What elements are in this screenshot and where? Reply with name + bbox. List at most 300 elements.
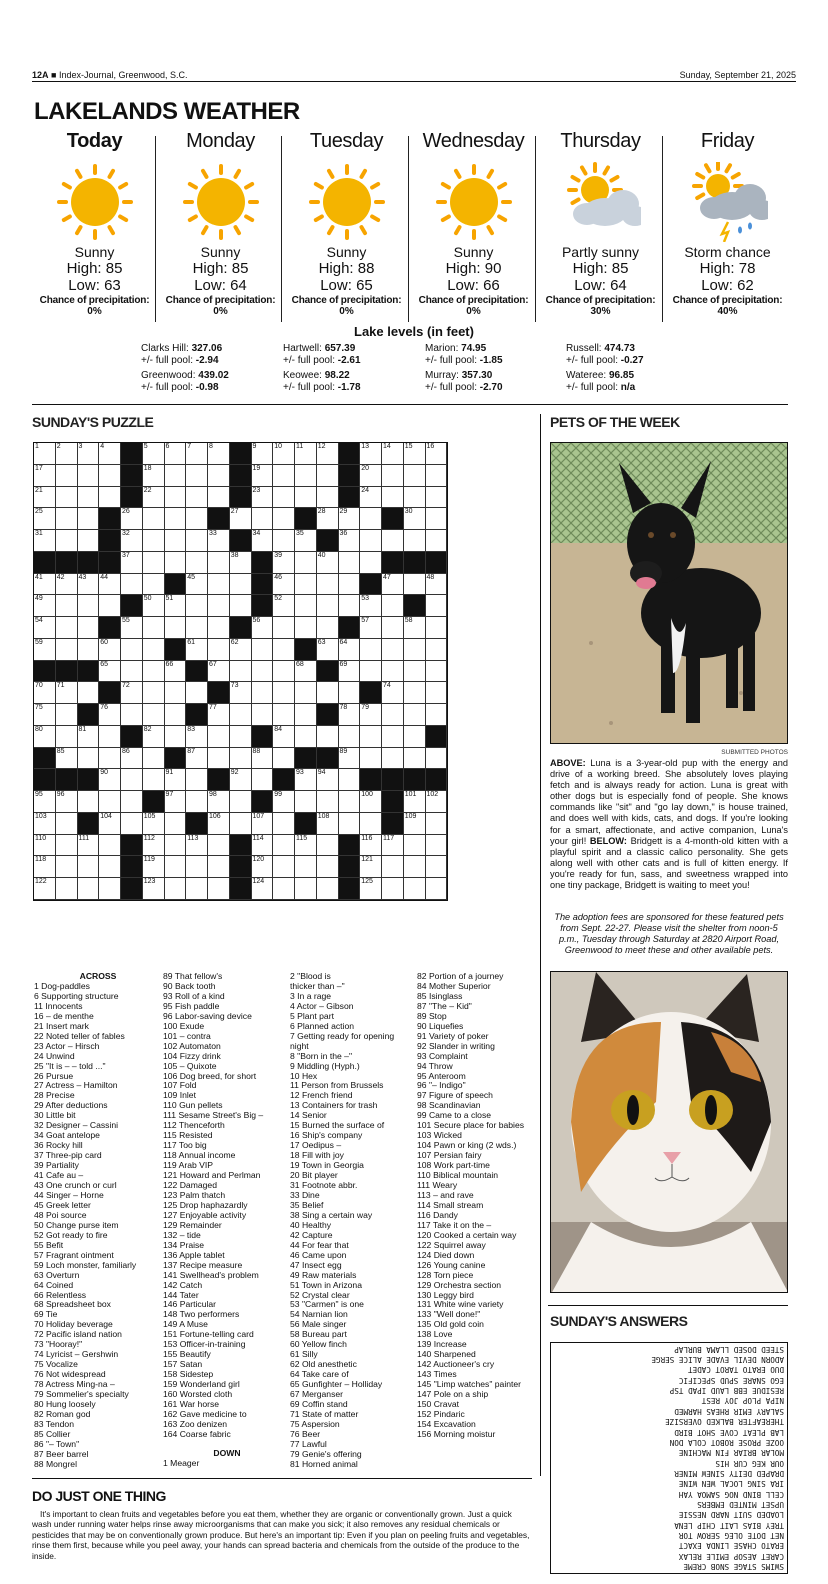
clue-number: 18 (143, 464, 152, 472)
lake-level: 74.95 (461, 343, 487, 354)
grid-cell (165, 552, 187, 574)
black-square (382, 813, 404, 835)
clue-number: 59 (35, 638, 43, 646)
grid-cell (404, 465, 426, 487)
precip-label: Chance of precipitation: (39, 295, 150, 306)
clue: 88 Mongrel (34, 1458, 77, 1469)
clue-number: 13 (361, 443, 370, 450)
clue: 85 Isinglass (417, 990, 463, 1001)
sun-icon (283, 162, 410, 242)
grid-cell (339, 639, 361, 661)
grid-cell (78, 443, 100, 465)
grid-cell (99, 465, 121, 487)
clue: 84 Mother Superior (417, 980, 491, 991)
clue: 126 Young canine (417, 1259, 486, 1270)
grid-cell (360, 443, 382, 465)
clue-number: 17 (35, 464, 43, 472)
clue-number: 92 (230, 769, 239, 777)
clue: 115 Resisted (163, 1130, 213, 1141)
clue: 134 Praise (163, 1239, 205, 1250)
black-square (99, 552, 121, 574)
grid-cell (230, 574, 252, 596)
grid-cell (360, 617, 382, 639)
clue: 82 Portion of a journey (417, 971, 504, 981)
clue-number: 76 (100, 704, 109, 711)
clue: 86 "– Town" (34, 1438, 80, 1449)
clue: 77 Lawful (290, 1438, 327, 1449)
grid-cell (426, 791, 448, 813)
grid-cell (78, 748, 100, 770)
precip-value: 40% (717, 306, 738, 317)
clue-number: 29 (339, 508, 348, 516)
black-square (273, 769, 295, 791)
clue: 61 Silly (290, 1349, 318, 1360)
clue-number: 114 (252, 834, 264, 842)
grid-cell (230, 552, 252, 574)
clue-number: 83 (187, 725, 196, 733)
clue: 164 Coarse fabric (163, 1428, 231, 1439)
clue: 147 Pole on a ship (417, 1389, 489, 1400)
pool-value: -2.94 (195, 355, 219, 366)
grid-cell (273, 552, 295, 574)
grid-cell (426, 443, 448, 465)
clue: 160 Worsted cloth (163, 1389, 233, 1400)
clue-number: 24 (361, 486, 370, 494)
clue-number: 34 (252, 530, 261, 537)
clue: 90 Liquefies (417, 1020, 464, 1031)
grid-cell (34, 813, 56, 835)
clue: 74 Lyricist – Gershwin (34, 1349, 119, 1360)
grid-cell (165, 813, 187, 835)
clue: 70 Holiday beverage (34, 1319, 113, 1330)
lake-entry (283, 343, 361, 367)
answer-row: LOADED SUIT NARD NESSIE (678, 1510, 784, 1520)
grid-cell (143, 856, 165, 878)
clue: 32 Designer – Cassini (34, 1120, 119, 1131)
grid-cell (165, 487, 187, 509)
clue: 120 Cooked a certain way (417, 1229, 517, 1240)
black-square (317, 704, 339, 726)
grid-cell (252, 813, 274, 835)
clue: 7 Getting ready for opening (290, 1030, 395, 1041)
clue: 19 Town in Georgia (290, 1160, 364, 1171)
clue: 57 Fragrant ointment (34, 1249, 114, 1260)
grid-cell (34, 791, 56, 813)
grid-cell (230, 639, 252, 661)
grid-cell (143, 639, 165, 661)
grid-cell (360, 856, 382, 878)
grid-cell (78, 595, 100, 617)
day-name: Friday (700, 130, 755, 152)
clue: 69 Tie (34, 1309, 58, 1320)
grid-cell (56, 835, 78, 857)
grid-cell (252, 682, 274, 704)
grid-cell (360, 487, 382, 509)
clue: 64 Take care of (290, 1369, 349, 1380)
clue: 53 "Carmen" is one (290, 1299, 364, 1310)
clue: 6 Supporting structure (34, 990, 119, 1001)
clue-number: 38 (230, 551, 239, 559)
grid-cell (34, 487, 56, 509)
lake-level: 474.73 (604, 343, 635, 354)
grid-cell (426, 835, 448, 857)
day-name: Monday (186, 130, 255, 152)
black-square (78, 813, 100, 835)
grid-cell (426, 487, 448, 509)
grid-cell (186, 465, 208, 487)
pool-label: +/- full pool: (283, 382, 335, 393)
clue-number: 72 (122, 682, 130, 690)
clue: 146 Particular (163, 1299, 217, 1310)
grid-cell (121, 791, 143, 813)
day-condition: Sunny (74, 244, 115, 260)
grid-cell (382, 835, 404, 857)
grid-cell (339, 769, 361, 791)
clue: 96 "– Indigo" (417, 1080, 466, 1091)
across-clues (34, 972, 162, 1470)
grid-cell (78, 835, 100, 857)
grid-cell (165, 617, 187, 639)
black-square (252, 595, 274, 617)
black-square (382, 791, 404, 813)
clue: 96 Labor-saving device (163, 1010, 252, 1021)
pool-label: +/- full pool: (566, 355, 618, 366)
clue-number: 15 (404, 443, 413, 450)
clue: 9 Middling (Hyph.) (290, 1060, 360, 1071)
clue: 36 Rocky hill (34, 1140, 83, 1151)
lake-level: 98.22 (324, 370, 350, 381)
grid-cell (273, 443, 295, 465)
grid-cell (78, 856, 100, 878)
grid-cell (360, 508, 382, 530)
answer-row: CARET AESOP EMILE RELAX (678, 1551, 784, 1561)
grid-cell (143, 465, 165, 487)
grid-cell (295, 617, 317, 639)
grid-cell (99, 574, 121, 596)
clue-number: 8 (209, 443, 213, 450)
black-square (252, 791, 274, 813)
grid-cell (186, 835, 208, 857)
clue: 163 Zoo denizen (163, 1418, 228, 1429)
day-low: Low: 62 (701, 277, 754, 294)
day-name: Tuesday (309, 130, 384, 152)
clue: 80 Hung loosely (34, 1398, 96, 1409)
grid-cell (317, 682, 339, 704)
grid-cell (252, 530, 274, 552)
grid-cell (382, 443, 404, 465)
grid-cell (143, 487, 165, 509)
black-square (121, 878, 143, 900)
grid-cell (273, 530, 295, 552)
black-square (230, 443, 252, 465)
clue: 95 Fish paddle (163, 1000, 220, 1011)
grid-cell (339, 791, 361, 813)
clue: 73 "Hooray!" (34, 1339, 83, 1350)
clue-number: 68 (296, 660, 304, 668)
clue: 112 Thenceforth (163, 1120, 225, 1131)
clue: 106 Dog breed, for short (163, 1070, 257, 1081)
answer-row: DRAPED DEITY SINEW MINER (674, 1468, 784, 1478)
grid-cell (252, 661, 274, 683)
grid-cell (78, 508, 100, 530)
clue-number: 106 (209, 812, 221, 820)
black-square (230, 487, 252, 509)
pool-value: -0.98 (195, 382, 219, 393)
do-just-one-text: It's important to clean fruits and vegetables before you eat them, whether they are organic or conventionally grown. Just a quick wash under running water helps rinse away microorganisms that can make you sick; it also removes any residual chemicals or pesticides that may be on conventionally grown produce. But here's an important tip: Even if you plan on peeling fruits and vegetables, rinse them first, because while you peel away, your hands can spread bacteria and chemicals from the outside of the produce to the inside. (32, 1509, 530, 1561)
grid-cell (165, 530, 187, 552)
clue: 129 Orchestra section (417, 1279, 502, 1290)
clue: 45 Greek letter (34, 1199, 91, 1210)
clue-number: 22 (143, 486, 152, 494)
across-heading: ACROSS (79, 971, 117, 981)
clue-number: 112 (143, 834, 155, 842)
grid-cell (56, 508, 78, 530)
grid-cell (339, 661, 361, 683)
grid-cell (360, 552, 382, 574)
clue: 151 Fortune-telling card (163, 1329, 254, 1340)
clue: 101 Secure place for babies (417, 1120, 525, 1131)
clue: 162 Gave medicine to (163, 1408, 247, 1419)
grid-cell (56, 704, 78, 726)
pool-value: n/a (620, 382, 636, 393)
clue-number: 119 (143, 856, 155, 864)
clue: 142 Auctioneer's cry (417, 1359, 495, 1370)
day-high: High: 78 (699, 260, 756, 277)
clue: 157 Satan (163, 1359, 203, 1370)
grid-cell (165, 595, 187, 617)
clue: 66 Relentless (34, 1289, 87, 1300)
grid-cell (165, 682, 187, 704)
grid-cell (99, 769, 121, 791)
black-square (165, 748, 187, 770)
grid-cell (360, 748, 382, 770)
clue-number: 93 (296, 769, 304, 777)
grid-cell (404, 835, 426, 857)
down-clues-col3 (290, 972, 418, 1470)
grid-cell (186, 574, 208, 596)
clue: 148 Two performers (163, 1309, 240, 1320)
grid-cell (143, 661, 165, 683)
grid-cell (382, 487, 404, 509)
clue-number: 47 (383, 573, 391, 581)
black-square (121, 443, 143, 465)
clue-number: 101 (404, 791, 417, 798)
clue-number: 35 (296, 530, 304, 537)
sun-icon (410, 162, 537, 242)
day-condition: Sunny (453, 244, 494, 260)
clue-number: 88 (252, 747, 261, 755)
grid-cell (99, 835, 121, 857)
clue-number: 118 (35, 856, 47, 864)
grid-cell (34, 574, 56, 596)
lake-name: Murray: (425, 370, 459, 381)
grid-cell (295, 487, 317, 509)
clue-number: 80 (35, 725, 43, 733)
grid-cell (56, 465, 78, 487)
weather-title: LAKELANDS WEATHER (34, 98, 300, 125)
clue: 105 – Quixote (163, 1060, 217, 1071)
grid-cell (56, 856, 78, 878)
grid-cell (252, 487, 274, 509)
answer-row: OOZE PROSE ROBOT COLA DON (669, 1437, 784, 1447)
clue-number: 56 (252, 617, 261, 624)
clue: 144 Tater (163, 1289, 199, 1300)
clue-number: 108 (317, 812, 330, 820)
grid-cell (208, 726, 230, 748)
clue: 127 Enjoyable activity (163, 1209, 247, 1220)
answer-row: NET DOTE OLEG SEROW TOR (678, 1530, 784, 1540)
clue-number: 54 (35, 617, 43, 624)
clue-number: 69 (339, 660, 348, 668)
clue: 43 One crunch or curl (34, 1180, 117, 1191)
grid-cell (165, 769, 187, 791)
grid-cell (360, 726, 382, 748)
black-square (252, 552, 274, 574)
precip-label: Chance of precipitation: (291, 295, 402, 306)
grid-cell (121, 769, 143, 791)
clue-number: 55 (122, 617, 130, 624)
grid-cell (317, 552, 339, 574)
grid-cell (295, 530, 317, 552)
pool-label: +/- full pool: (425, 355, 477, 366)
black-square (78, 704, 100, 726)
grid-cell (317, 791, 339, 813)
grid-cell (143, 617, 165, 639)
black-square (426, 552, 448, 574)
grid-cell (186, 508, 208, 530)
black-square (34, 748, 56, 770)
answer-row: OUR KEG CUR HIS (715, 1458, 784, 1468)
clue: 5 Plant part (290, 1010, 334, 1021)
clue: 67 Merganser (290, 1389, 344, 1400)
grid-cell (143, 574, 165, 596)
grid-cell (165, 704, 187, 726)
grid-cell (121, 508, 143, 530)
clue-number: 60 (100, 638, 109, 646)
grid-cell (426, 530, 448, 552)
grid-cell (99, 661, 121, 683)
clue: 33 Dine (290, 1189, 320, 1200)
clue-number: 19 (252, 464, 261, 472)
grid-cell (208, 443, 230, 465)
grid-cell (317, 813, 339, 835)
grid-cell (121, 617, 143, 639)
clue-number: 110 (35, 834, 47, 842)
grid-cell (404, 487, 426, 509)
clue: 25 "It is – – told ..." (34, 1060, 106, 1071)
grid-cell (339, 595, 361, 617)
clue: 85 Collier (34, 1428, 71, 1439)
clue: 42 Capture (290, 1229, 333, 1240)
clue: 153 Officer-in-training (163, 1339, 246, 1350)
clue: 11 Innocents (34, 1000, 83, 1011)
clue: 35 Belief (290, 1199, 324, 1210)
clue-number: 95 (35, 791, 43, 798)
grid-cell (382, 726, 404, 748)
grid-cell (404, 443, 426, 465)
lake-name: Keowee: (283, 370, 322, 381)
clue-number: 37 (122, 551, 130, 559)
clue: 21 Insert mark (34, 1020, 89, 1031)
grid-cell (208, 878, 230, 900)
clue-number: 74 (383, 682, 391, 690)
grid-cell (208, 617, 230, 639)
grid-cell (56, 813, 78, 835)
clue: 141 Swellhead's problem (163, 1269, 259, 1280)
clue: 131 White wine variety (417, 1299, 504, 1310)
lake-level: 657.39 (324, 343, 356, 354)
grid-cell (230, 704, 252, 726)
clue: 76 Not widespread (34, 1369, 106, 1380)
grid-cell (426, 878, 448, 900)
grid-cell (186, 530, 208, 552)
grid-cell (34, 835, 56, 857)
precip-label: Chance of precipitation: (165, 295, 276, 306)
clue: 59 Loch monster, familiarly (34, 1259, 137, 1270)
grid-cell (56, 443, 78, 465)
clue: 101 – contra (163, 1030, 211, 1041)
grid-cell (426, 682, 448, 704)
lake-name: Greenwood: (141, 370, 196, 381)
grid-cell (382, 704, 404, 726)
grid-cell (339, 530, 361, 552)
precip-value: 30% (590, 306, 611, 317)
grid-cell (208, 552, 230, 574)
grid-cell (99, 748, 121, 770)
clue-number: 113 (187, 834, 199, 842)
grid-cell (426, 813, 448, 835)
grid-cell (230, 726, 252, 748)
day-condition: Partly sunny (561, 244, 640, 260)
grid-cell (165, 465, 187, 487)
clue-number: 96 (56, 791, 65, 798)
grid-cell (317, 639, 339, 661)
grid-cell (186, 487, 208, 509)
grid-cell (208, 595, 230, 617)
grid-cell (382, 595, 404, 617)
grid-cell (143, 443, 165, 465)
grid-cell (426, 574, 448, 596)
clue: 154 Excavation (417, 1418, 476, 1429)
lake-entry (425, 343, 503, 367)
grid-cell (360, 704, 382, 726)
grid-cell (273, 487, 295, 509)
clue-number: 82 (143, 725, 152, 733)
day-name: Wednesday (422, 130, 525, 152)
clue: 10 Hex (290, 1070, 318, 1081)
section-divider (32, 404, 788, 405)
grid-cell (426, 465, 448, 487)
grid-cell (56, 595, 78, 617)
grid-cell (339, 704, 361, 726)
clue-number: 26 (122, 508, 130, 516)
grid-cell (382, 878, 404, 900)
lake-level: 96.85 (608, 370, 635, 381)
grid-cell (273, 748, 295, 770)
black-square (78, 552, 100, 574)
clue: 93 Complaint (417, 1050, 468, 1061)
grid-cell (165, 791, 187, 813)
grid-cell (208, 530, 230, 552)
clue: 47 Insect egg (290, 1259, 342, 1270)
black-square (295, 748, 317, 770)
clue: 44 For fear that (290, 1239, 349, 1250)
grid-cell (252, 704, 274, 726)
grid-cell (339, 508, 361, 530)
grid-cell (56, 530, 78, 552)
clue: 64 Coined (34, 1279, 74, 1290)
clue-number: 94 (317, 769, 326, 777)
